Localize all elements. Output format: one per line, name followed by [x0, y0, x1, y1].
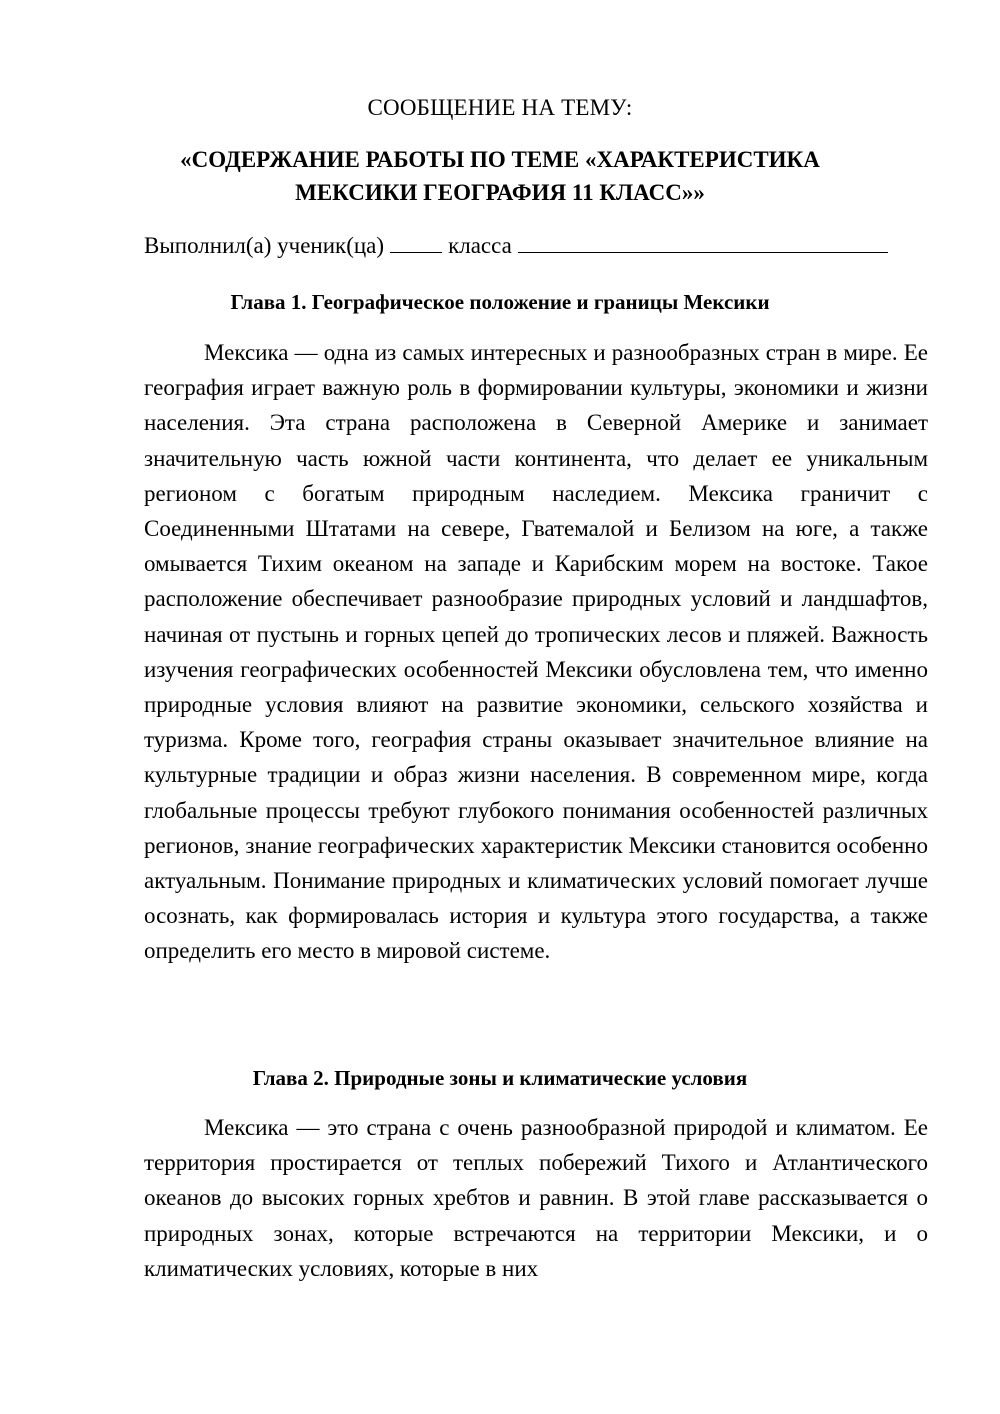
chapter-2-text: Мексика — это страна с очень разнообразной природой и климатом. Ее территория простирается от теплых побережий Тихого и Атлантического океанов до высоких горных хребтов и равнин. В этой главе рассказывается о природных зонах, которые встречаются на территории Мексики, и о климатических условиях, которые в них — [144, 1115, 928, 1281]
grade-blank — [390, 251, 442, 253]
author-line — [144, 233, 934, 259]
chapter-1-text: Мексика — одна из самых интересных и разнообразных стран в мире. Ее география играет важную роль в формировании культуры, экономики и жизни населения. Эта страна расположена в Северной Америке и занимает значительную часть южной части континента, что делает ее уникальным регионом с богатым природным наследием. Мексика граничит с Соединенными Штатами на севере, Гватемалой и Белизом на юге, а также омывается Тихим океаном на западе и Карибским морем на востоке. Такое расположение обеспечивает разнообразие природных условий и ландшафтов, начиная от пустынь и горных цепей до тропических лесов и пляжей. Важность изучения географических особенностей Мексики обусловлена тем, что именно природные условия влияют на развитие экономики, сельского хозяйства и туризма. Кроме того, география страны оказывает значительное влияние на культурные традиции и образ жизни населения. В современном мире, когда глобальные процессы требуют глубокого понимания особенностей различных регионов, знание географических характеристик Мексики становится особенно актуальным. Понимание природных и климатических условий помогает лучше осознать, как формировалась история и культура этого государства, а также определить его место в мировой системе. — [144, 340, 928, 964]
chapter-2-title: Глава 2. Природные зоны и климатические условия — [252, 1066, 748, 1090]
report-caption: СООБЩЕНИЕ НА ТЕМУ: — [367, 95, 633, 120]
name-blank — [518, 251, 888, 253]
chapter-1-title: Глава 1. Географическое положение и границы Мексики — [230, 290, 770, 314]
report-title-line-2: МЕКСИКИ ГЕОГРАФИЯ 11 КЛАСС»» — [295, 180, 705, 205]
author-prefix: Выполнил(а) ученик(ца) — [144, 233, 385, 258]
author-class-label: класса — [448, 233, 512, 258]
report-title-line-1: «СОДЕРЖАНИЕ РАБОТЫ ПО ТЕМЕ «ХАРАКТЕРИСТИКА — [180, 147, 820, 172]
report-title — [0, 143, 1000, 209]
